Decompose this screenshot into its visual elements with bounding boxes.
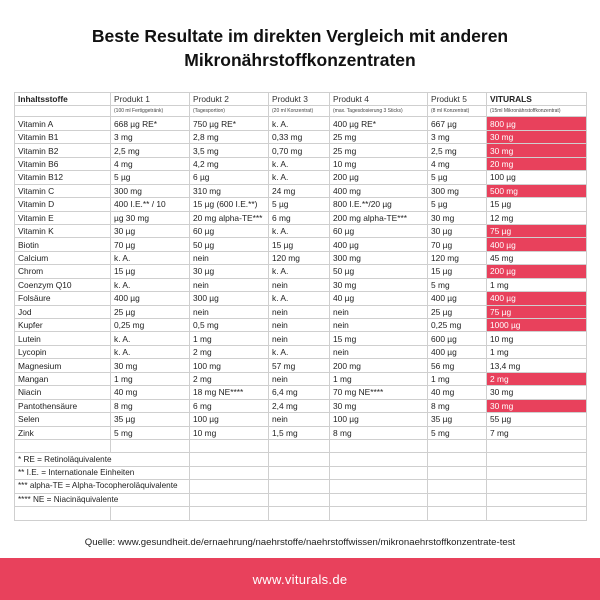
product-value: 30 mg <box>330 278 428 291</box>
empty-cell <box>428 466 487 479</box>
product-value: 40 mg <box>428 386 487 399</box>
subheader-row <box>15 106 587 117</box>
empty-cell <box>190 466 269 479</box>
product-value: 0,70 mg <box>269 144 330 157</box>
nutrient-name: Vitamin C <box>15 184 111 197</box>
product-value: 600 µg <box>428 332 487 345</box>
product-value: 10 mg <box>190 426 269 439</box>
product-value: k. A. <box>269 171 330 184</box>
product-value: k. A. <box>111 278 190 291</box>
column-header: Inhaltsstoffe <box>15 93 111 106</box>
product-value: k. A. <box>111 251 190 264</box>
empty-cell <box>487 480 587 493</box>
product-value: 310 mg <box>190 184 269 197</box>
product-value: 15 mg <box>330 332 428 345</box>
viturals-value: 20 mg <box>487 157 587 170</box>
table-row <box>15 332 587 345</box>
product-value: 15 µg <box>428 265 487 278</box>
product-value: 5 µg <box>111 171 190 184</box>
product-value: 2,5 mg <box>428 144 487 157</box>
product-value: 400 I.E.** / 10 <box>111 198 190 211</box>
product-value: k. A. <box>269 345 330 358</box>
product-value: 200 mg alpha-TE*** <box>330 211 428 224</box>
empty-cell <box>487 439 587 452</box>
product-value: 25 µg <box>428 305 487 318</box>
footnote-row <box>15 480 587 493</box>
column-header: VITURALS <box>487 93 587 106</box>
viturals-value: 30 mg <box>487 386 587 399</box>
column-subheader: (max. Tagesdosierung 3 Sticks) <box>330 106 428 117</box>
product-value: nein <box>330 345 428 358</box>
product-value: 400 µg <box>428 292 487 305</box>
footnote: *** alpha-TE = Alpha-Tocopheroläquivalente <box>15 480 190 493</box>
product-value: 30 mg <box>330 399 428 412</box>
footnote-row <box>15 466 587 479</box>
nutrient-name: Vitamin B2 <box>15 144 111 157</box>
product-value: 30 µg <box>428 224 487 237</box>
empty-cell <box>487 466 587 479</box>
empty-cell <box>269 480 330 493</box>
product-value: 56 mg <box>428 359 487 372</box>
empty-cell <box>428 480 487 493</box>
product-value: 15 µg <box>111 265 190 278</box>
product-value: k. A. <box>111 345 190 358</box>
product-value: nein <box>269 413 330 426</box>
product-value: 10 mg <box>330 157 428 170</box>
product-value: nein <box>330 319 428 332</box>
column-header: Produkt 2 <box>190 93 269 106</box>
product-value: 5 µg <box>428 171 487 184</box>
product-value: 2,8 mg <box>190 130 269 143</box>
viturals-value: 400 µg <box>487 238 587 251</box>
product-value: 6 mg <box>190 399 269 412</box>
footer-banner <box>0 558 600 600</box>
product-value: nein <box>190 305 269 318</box>
viturals-value: 13,4 mg <box>487 359 587 372</box>
product-value: 2 mg <box>190 372 269 385</box>
empty-cell <box>269 466 330 479</box>
product-value: 18 mg NE**** <box>190 386 269 399</box>
empty-cell <box>428 453 487 466</box>
viturals-value: 2 mg <box>487 372 587 385</box>
product-value: µg 30 mg <box>111 211 190 224</box>
product-value: 3 mg <box>111 130 190 143</box>
empty-cell <box>428 493 487 506</box>
column-subheader: (20 ml Konzentrat) <box>269 106 330 117</box>
product-value: 70 µg <box>111 238 190 251</box>
nutrient-name: Vitamin B1 <box>15 130 111 143</box>
product-value: 6 µg <box>190 171 269 184</box>
product-value: k. A. <box>111 332 190 345</box>
empty-cell <box>269 453 330 466</box>
viturals-value: 1 mg <box>487 345 587 358</box>
product-value: k. A. <box>269 292 330 305</box>
empty-cell <box>15 439 111 452</box>
empty-cell <box>111 507 190 520</box>
nutrient-name: Vitamin A <box>15 117 111 130</box>
column-subheader: (8 ml Konzentrat) <box>428 106 487 117</box>
empty-cell <box>330 480 428 493</box>
product-value: 25 mg <box>330 144 428 157</box>
product-value: 1 mg <box>330 372 428 385</box>
empty-cell <box>330 507 428 520</box>
product-value: 15 µg <box>269 238 330 251</box>
product-value: 667 µg <box>428 117 487 130</box>
page-title <box>0 24 600 72</box>
product-value: 30 mg <box>428 211 487 224</box>
empty-cell <box>330 466 428 479</box>
empty-cell <box>190 507 269 520</box>
viturals-value: 10 mg <box>487 332 587 345</box>
product-value: 15 µg (600 I.E.**) <box>190 198 269 211</box>
nutrient-name: Vitamin E <box>15 211 111 224</box>
table-row <box>15 413 587 426</box>
title-line-2: Mikronährstoffkonzentraten <box>184 50 416 70</box>
product-value: nein <box>269 278 330 291</box>
footnote-row <box>15 453 587 466</box>
nutrient-name: Lycopin <box>15 345 111 358</box>
viturals-value: 1000 µg <box>487 319 587 332</box>
product-value: 120 mg <box>428 251 487 264</box>
viturals-value: 200 µg <box>487 265 587 278</box>
product-value: 25 mg <box>330 130 428 143</box>
product-value: 200 mg <box>330 359 428 372</box>
product-value: 800 I.E.**/20 µg <box>330 198 428 211</box>
product-value: 40 µg <box>330 292 428 305</box>
product-value: 5 µg <box>428 198 487 211</box>
viturals-value: 45 mg <box>487 251 587 264</box>
empty-cell <box>269 439 330 452</box>
viturals-value: 15 µg <box>487 198 587 211</box>
empty-cell <box>330 453 428 466</box>
table-row <box>15 251 587 264</box>
nutrient-name: Lutein <box>15 332 111 345</box>
nutrient-name: Coenzym Q10 <box>15 278 111 291</box>
table-row <box>15 265 587 278</box>
nutrient-name: Vitamin B12 <box>15 171 111 184</box>
product-value: 2,4 mg <box>269 399 330 412</box>
footnote-row <box>15 493 587 506</box>
product-value: 3 mg <box>428 130 487 143</box>
nutrient-name: Pantothensäure <box>15 399 111 412</box>
viturals-value: 1 mg <box>487 278 587 291</box>
viturals-value: 75 µg <box>487 305 587 318</box>
table-row <box>15 319 587 332</box>
product-value: 400 µg <box>428 345 487 358</box>
table-row <box>15 399 587 412</box>
header-row <box>15 93 587 106</box>
product-value: 4 mg <box>428 157 487 170</box>
product-value: 300 mg <box>111 184 190 197</box>
nutrient-name: Biotin <box>15 238 111 251</box>
empty-cell <box>487 493 587 506</box>
table-row <box>15 386 587 399</box>
footnote: ** I.E. = Internationale Einheiten <box>15 466 190 479</box>
spacer-row <box>15 507 587 520</box>
table-row <box>15 184 587 197</box>
product-value: 100 mg <box>190 359 269 372</box>
column-header: Produkt 3 <box>269 93 330 106</box>
viturals-value: 100 µg <box>487 171 587 184</box>
product-value: 400 mg <box>330 184 428 197</box>
product-value: 100 µg <box>330 413 428 426</box>
nutrient-name: Magnesium <box>15 359 111 372</box>
table-row <box>15 305 587 318</box>
source-citation: Quelle: www.gesundheit.de/ernaehrung/naehrstoffe/naehrstoffwissen/mikronaehrstoffkonzentrate-test <box>84 537 516 548</box>
product-value: 0,33 mg <box>269 130 330 143</box>
product-value: 60 µg <box>330 224 428 237</box>
viturals-value: 12 mg <box>487 211 587 224</box>
table-row <box>15 198 587 211</box>
table-row <box>15 372 587 385</box>
product-value: 100 µg <box>190 413 269 426</box>
product-value: 35 µg <box>111 413 190 426</box>
table-row <box>15 359 587 372</box>
product-value: 40 mg <box>111 386 190 399</box>
product-value: nein <box>269 305 330 318</box>
product-value: 6,4 mg <box>269 386 330 399</box>
product-value: 8 mg <box>111 399 190 412</box>
spacer-row <box>15 439 587 452</box>
empty-cell <box>487 507 587 520</box>
product-value: k. A. <box>269 265 330 278</box>
viturals-value: 75 µg <box>487 224 587 237</box>
product-value: 5 mg <box>111 426 190 439</box>
product-value: 20 mg alpha-TE*** <box>190 211 269 224</box>
empty-cell <box>111 439 190 452</box>
product-value: 400 µg <box>111 292 190 305</box>
product-value: 400 µg <box>330 238 428 251</box>
product-value: 30 mg <box>111 359 190 372</box>
table-row <box>15 426 587 439</box>
product-value: 2 mg <box>190 345 269 358</box>
column-header: Produkt 1 <box>111 93 190 106</box>
product-value: nein <box>269 372 330 385</box>
product-value: nein <box>269 332 330 345</box>
product-value: 5 µg <box>269 198 330 211</box>
product-value: 8 mg <box>428 399 487 412</box>
nutrient-name: Chrom <box>15 265 111 278</box>
nutrient-name: Mangan <box>15 372 111 385</box>
column-subheader: (100 ml Fertiggetränk) <box>111 106 190 117</box>
nutrient-name: Kupfer <box>15 319 111 332</box>
product-value: nein <box>190 278 269 291</box>
empty-cell <box>269 493 330 506</box>
product-value: 750 µg RE* <box>190 117 269 130</box>
empty-cell <box>428 439 487 452</box>
product-value: 60 µg <box>190 224 269 237</box>
product-value: 5 mg <box>428 278 487 291</box>
empty-cell <box>190 453 269 466</box>
product-value: 1,5 mg <box>269 426 330 439</box>
product-value: 50 µg <box>330 265 428 278</box>
empty-cell <box>428 507 487 520</box>
nutrient-name: Niacin <box>15 386 111 399</box>
empty-cell <box>190 493 269 506</box>
product-value: 35 µg <box>428 413 487 426</box>
product-value: nein <box>269 319 330 332</box>
empty-cell <box>15 507 111 520</box>
product-value: 0,25 mg <box>428 319 487 332</box>
viturals-value: 800 µg <box>487 117 587 130</box>
product-value: 1 mg <box>428 372 487 385</box>
product-value: 300 mg <box>428 184 487 197</box>
product-value: 70 mg NE**** <box>330 386 428 399</box>
viturals-value: 30 mg <box>487 399 587 412</box>
nutrient-name: Vitamin K <box>15 224 111 237</box>
nutrient-name: Selen <box>15 413 111 426</box>
column-subheader <box>15 106 111 117</box>
viturals-value: 30 mg <box>487 130 587 143</box>
product-value: 25 µg <box>111 305 190 318</box>
empty-cell <box>330 439 428 452</box>
product-value: 400 µg RE* <box>330 117 428 130</box>
product-value: nein <box>330 305 428 318</box>
product-value: 70 µg <box>428 238 487 251</box>
product-value: 5 mg <box>428 426 487 439</box>
table-row <box>15 157 587 170</box>
table-row <box>15 224 587 237</box>
product-value: 1 mg <box>190 332 269 345</box>
viturals-value: 30 mg <box>487 144 587 157</box>
footnote: * RE = Retinoläquivalente <box>15 453 190 466</box>
product-value: k. A. <box>269 117 330 130</box>
table-row <box>15 292 587 305</box>
viturals-value: 7 mg <box>487 426 587 439</box>
empty-cell <box>190 439 269 452</box>
product-value: 0,5 mg <box>190 319 269 332</box>
product-value: 200 µg <box>330 171 428 184</box>
table-row <box>15 278 587 291</box>
table-row <box>15 211 587 224</box>
product-value: 120 mg <box>269 251 330 264</box>
product-value: 300 mg <box>330 251 428 264</box>
viturals-value: 400 µg <box>487 292 587 305</box>
nutrient-name: Jod <box>15 305 111 318</box>
product-value: 3,5 mg <box>190 144 269 157</box>
table-row <box>15 144 587 157</box>
empty-cell <box>190 480 269 493</box>
product-value: 0,25 mg <box>111 319 190 332</box>
empty-cell <box>269 507 330 520</box>
product-value: 30 µg <box>190 265 269 278</box>
nutrient-name: Calcium <box>15 251 111 264</box>
footnote: **** NE = Niacinäquivalente <box>15 493 190 506</box>
product-value: 57 mg <box>269 359 330 372</box>
table-body <box>15 93 587 521</box>
table-row <box>15 130 587 143</box>
product-value: 1 mg <box>111 372 190 385</box>
table-row <box>15 345 587 358</box>
nutrient-name: Folsäure <box>15 292 111 305</box>
product-value: nein <box>190 251 269 264</box>
empty-cell <box>487 453 587 466</box>
product-value: 668 µg RE* <box>111 117 190 130</box>
column-header: Produkt 4 <box>330 93 428 106</box>
table-row <box>15 238 587 251</box>
nutrient-name: Vitamin B6 <box>15 157 111 170</box>
title-line-1: Beste Resultate im direkten Vergleich mit anderen <box>91 26 509 46</box>
product-value: 4,2 mg <box>190 157 269 170</box>
viturals-value: 500 mg <box>487 184 587 197</box>
comparison-table <box>14 92 586 521</box>
empty-cell <box>330 493 428 506</box>
product-value: 4 mg <box>111 157 190 170</box>
table-row <box>15 117 587 130</box>
product-value: 6 mg <box>269 211 330 224</box>
viturals-value: 55 µg <box>487 413 587 426</box>
product-value: k. A. <box>269 157 330 170</box>
product-value: 300 µg <box>190 292 269 305</box>
nutrient-name: Zink <box>15 426 111 439</box>
table-row <box>15 171 587 184</box>
column-subheader: (Tagesportion) <box>190 106 269 117</box>
footer-website: www.viturals.de <box>252 571 348 587</box>
product-value: 24 mg <box>269 184 330 197</box>
product-value: 2,5 mg <box>111 144 190 157</box>
column-header: Produkt 5 <box>428 93 487 106</box>
column-subheader: (15ml Mikronährstoffkonzentrat) <box>487 106 587 117</box>
product-value: 30 µg <box>111 224 190 237</box>
product-value: k. A. <box>269 224 330 237</box>
product-value: 8 mg <box>330 426 428 439</box>
product-value: 50 µg <box>190 238 269 251</box>
nutrient-name: Vitamin D <box>15 198 111 211</box>
